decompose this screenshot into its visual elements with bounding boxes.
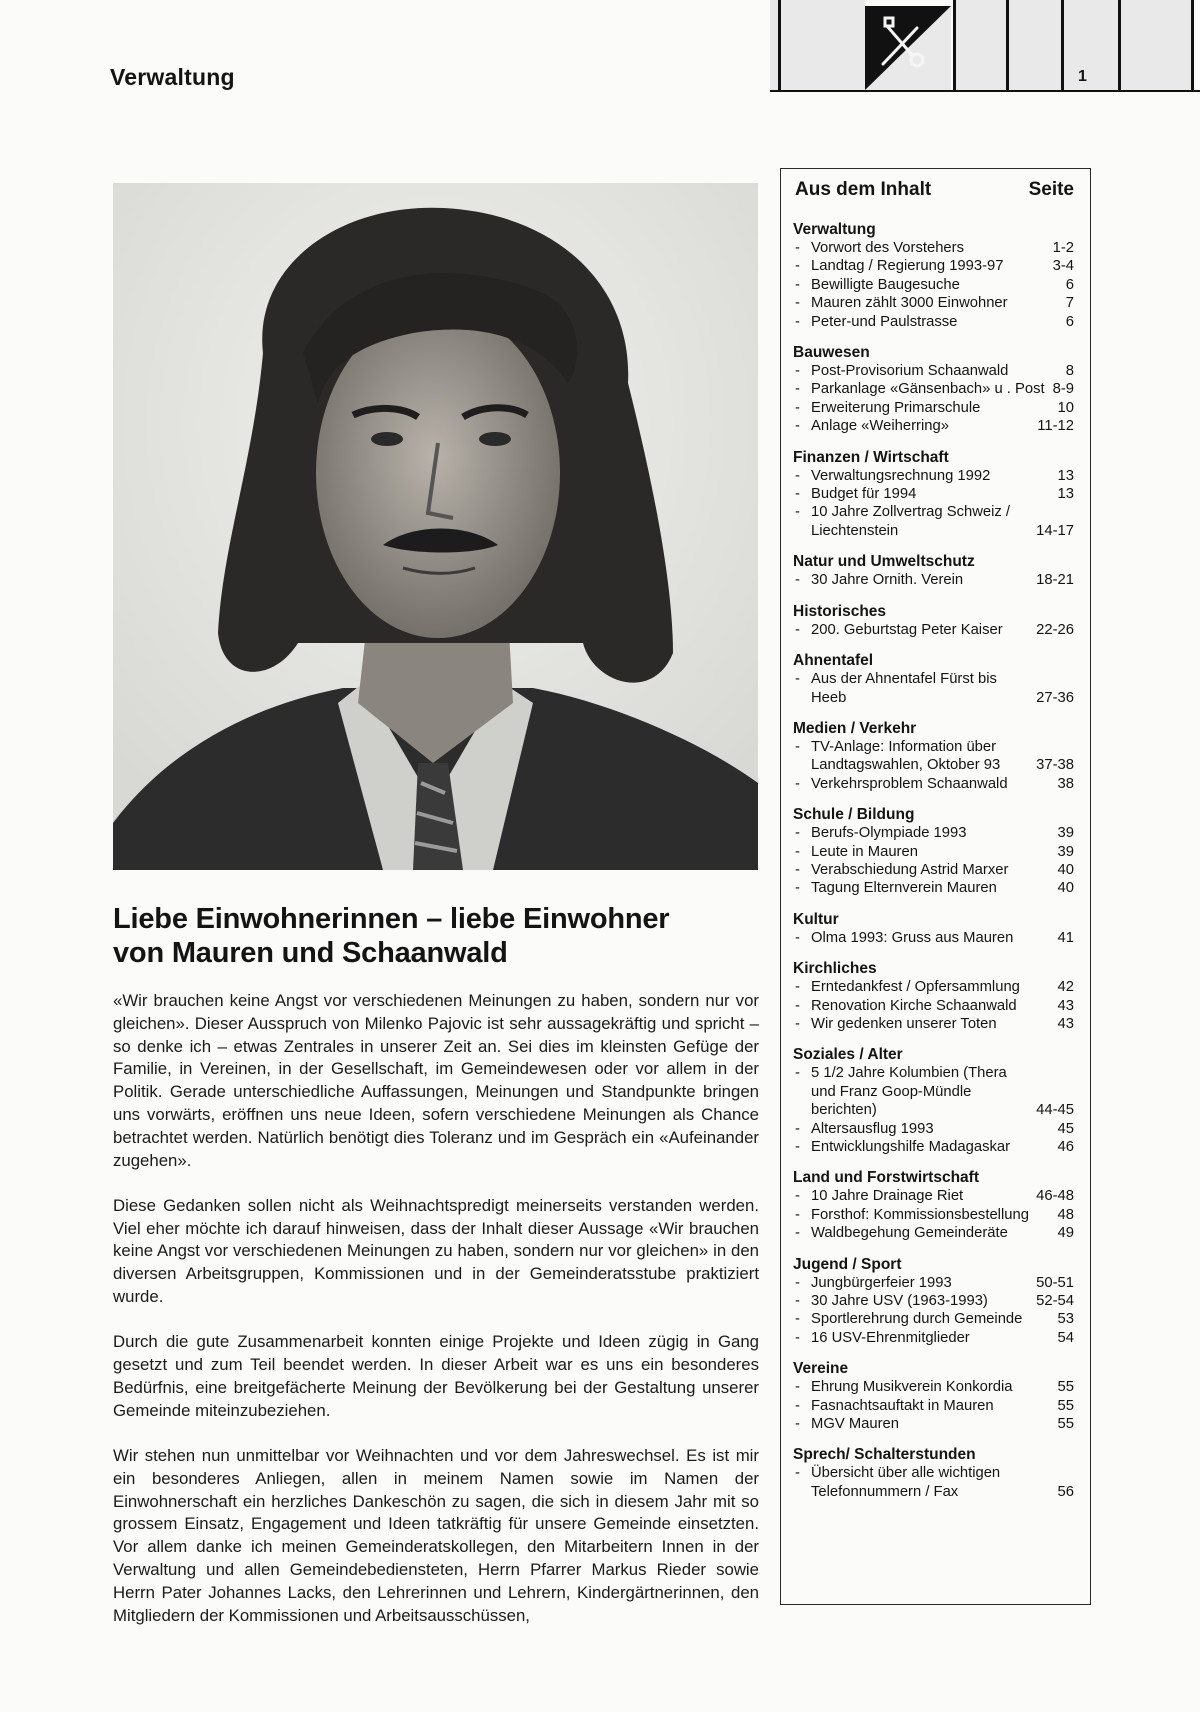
toc-entry xyxy=(793,738,1074,775)
toc-entry-page: 10 xyxy=(1057,399,1074,416)
administration-emblem-icon xyxy=(865,6,951,90)
toc-entry xyxy=(793,1064,1074,1119)
toc-section xyxy=(793,1046,1074,1156)
toc-entry-page: 55 xyxy=(1057,1379,1074,1396)
toc-header xyxy=(793,179,1074,201)
toc-entry xyxy=(793,239,1074,257)
toc-section xyxy=(793,344,1074,436)
toc-entry xyxy=(793,621,1074,639)
toc-entry-page: 8-9 xyxy=(1052,381,1074,398)
toc-entry-text: - Renovation Kirche Schaanwald xyxy=(793,997,1017,1015)
toc-entry-page: 43 xyxy=(1057,1015,1074,1032)
toc-entry-text: - Leute in Mauren xyxy=(793,843,918,861)
toc-entry-page: 42 xyxy=(1057,979,1074,996)
toc-entry-page: 39 xyxy=(1057,825,1074,842)
toc-entry xyxy=(793,1329,1074,1347)
toc-entry xyxy=(793,1120,1074,1138)
toc-entry xyxy=(793,1464,1074,1501)
toc-entry-page: 53 xyxy=(1057,1311,1074,1328)
toc-entry xyxy=(793,1224,1074,1242)
toc-entry xyxy=(793,399,1074,417)
toc-entry xyxy=(793,775,1074,793)
toc-entry-page: 45 xyxy=(1057,1120,1074,1137)
paragraph: Diese Gedanken sollen nicht als Weihnachtspredigt meinerseits verstanden werden. Viel eher möchte ich darauf hinweisen, dass der Inhalt dieser Aussage «Wir brauchen keine Angst vor verschiedenen Meinungen zu haben, sondern nur vor gleichen» in den diversen Arbeitsgruppen, Kommissionen und in der Gemeinderatsstube praktiziert wurde. xyxy=(113,1195,759,1307)
toc-entry xyxy=(793,417,1074,435)
toc-entry-page: 18-21 xyxy=(1036,572,1074,589)
toc-entry-page: 8 xyxy=(1065,363,1074,380)
toc-section xyxy=(793,553,1074,589)
toc-entry xyxy=(793,1310,1074,1328)
toc-entry-page: 38 xyxy=(1057,775,1074,792)
portrait-image-icon xyxy=(113,183,758,870)
toc-section-title: Kultur xyxy=(793,910,839,928)
toc-sections xyxy=(793,221,1074,1501)
toc-entry-page: 49 xyxy=(1057,1225,1074,1242)
toc-entry xyxy=(793,879,1074,897)
toc-section-title: Soziales / Alter xyxy=(793,1046,903,1064)
toc-entry xyxy=(793,1206,1074,1224)
toc-entry-text: - Bewilligte Baugesuche xyxy=(793,276,960,294)
toc-section xyxy=(793,960,1074,1033)
toc-entry-text: - Anlage «Weiherring» xyxy=(793,417,949,435)
toc-entry xyxy=(793,467,1074,485)
toc-entry-page: 11-12 xyxy=(1037,418,1074,435)
portrait-photo xyxy=(113,183,758,870)
toc-entry-text: - Forsthof: Kommissionsbestellung xyxy=(793,1206,1029,1224)
toc-entry-text: - Ehrung Musikverein Konkordia xyxy=(793,1378,1013,1396)
toc-section xyxy=(793,911,1074,947)
toc-entry-text: - Budget für 1994 xyxy=(793,485,916,503)
toc-entry-text: - Entwicklungshilfe Madagaskar xyxy=(793,1138,1010,1156)
toc-section-title: Kirchliches xyxy=(793,960,877,978)
toc-entry-page: 40 xyxy=(1057,880,1074,897)
toc-entry-page: 41 xyxy=(1057,929,1074,946)
toc-section xyxy=(793,1446,1074,1501)
toc-section-title: Vereine xyxy=(793,1360,849,1378)
toc-entry xyxy=(793,503,1074,540)
section-label: Verwaltung xyxy=(110,64,235,90)
toc-entry-text: - TV-Anlage: Information über Landtagswahlen, Oktober 93 xyxy=(793,738,1030,775)
toc-entry xyxy=(793,1292,1074,1310)
toc-entry xyxy=(793,843,1074,861)
toc-entry-text: - 30 Jahre USV (1963-1993) xyxy=(793,1292,988,1310)
toc-section xyxy=(793,449,1074,541)
tab-divider xyxy=(1191,0,1194,92)
toc-section-title: Jugend / Sport xyxy=(793,1255,902,1273)
toc-entry xyxy=(793,824,1074,842)
tab-baseline xyxy=(770,90,1200,92)
toc-entry-text: - Jungbürgerfeier 1993 xyxy=(793,1274,952,1292)
toc-entry-text: - Mauren zählt 3000 Einwohner xyxy=(793,294,1008,312)
toc-section-title: Land und Forstwirtschaft xyxy=(793,1169,979,1187)
toc-entry-page: 3-4 xyxy=(1052,258,1074,275)
toc-entry-text: - Verkehrsproblem Schaanwald xyxy=(793,775,1008,793)
toc-entry xyxy=(793,997,1074,1015)
toc-entry-text: - Olma 1993: Gruss aus Mauren xyxy=(793,929,1013,947)
toc-entry-page: 6 xyxy=(1065,313,1074,330)
toc-entry-text: - 200. Geburtstag Peter Kaiser xyxy=(793,621,1003,639)
toc-entry-page: 7 xyxy=(1065,295,1074,312)
toc-entry-text: - Post-Provisorium Schaanwald xyxy=(793,362,1008,380)
paragraph: «Wir brauchen keine Angst vor verschiedenen Meinungen zu haben, sondern nur vor gleichen». Dieser Ausspruch von Milenko Pajovic ist sehr aussagekräftig und spricht – so denke ich – etwas Zentrales in unserer Zeit an. Sei dies im kleinsten Gefüge der Familie, in Vereinen, in der Gesellschaft, im Gemeindewesen oder vor allem in der Politik. Gerade unterschiedliche Auffassungen, Meinungen und Standpunkte bringen uns vorwärts, eröffnen uns neue Ideen, sofern verschiedene Meinungen als Chance betrachtet werden. Natürlich benötigt dies Toleranz und im Gespräch ein «Aufeinander zugehen». xyxy=(113,991,759,1170)
toc-section-title: Finanzen / Wirtschaft xyxy=(793,448,949,466)
toc-section-title: Schule / Bildung xyxy=(793,806,915,824)
toc-entry-page: 13 xyxy=(1057,467,1074,484)
toc-entry-text: - Vorwort des Vorstehers xyxy=(793,239,964,257)
toc-entry-text: - 30 Jahre Ornith. Verein xyxy=(793,571,963,589)
tab xyxy=(956,0,1006,90)
toc-section-title: Medien / Verkehr xyxy=(793,719,917,737)
toc-entry xyxy=(793,1015,1074,1033)
toc-section xyxy=(793,652,1074,707)
toc-entry-text: - Peter-und Paulstrasse xyxy=(793,313,957,331)
toc-entry-text: - Aus der Ahnentafel Fürst bis Heeb xyxy=(793,670,1030,707)
toc-section xyxy=(793,221,1074,331)
toc-entry xyxy=(793,1274,1074,1292)
toc-entry xyxy=(793,929,1074,947)
toc-entry-page: 1-2 xyxy=(1052,240,1074,256)
toc-entry-page: 13 xyxy=(1057,486,1074,503)
toc-entry-text: - Verabschiedung Astrid Marxer xyxy=(793,861,1008,879)
toc-entry-page: 14-17 xyxy=(1036,522,1074,539)
toc-entry-page: 54 xyxy=(1057,1329,1074,1346)
toc-entry-text: - Übersicht über alle wichtigen Telefonnummern / Fax xyxy=(793,1464,1052,1501)
toc-entry xyxy=(793,571,1074,589)
toc-entry-text: - Fasnachtsauftakt in Mauren xyxy=(793,1397,994,1415)
toc-entry xyxy=(793,1378,1074,1396)
toc-entry xyxy=(793,670,1074,707)
paragraph: Wir stehen nun unmittelbar vor Weihnachten und vor dem Jahreswechsel. Es ist mir ein besonderes Anliegen, allen in meinem Namen sowie im Namen der Einwohnerschaft ein herzliches Dankeschön zu sagen, die sich in diesem Jahr mit so grossem Einsatz, Engagement und Ideen tatkräftig für unsere Gemeinde einsetzten. Vor allem danke ich meinen Gemeinderatskollegen, den Mitarbeitern Innen in der Verwaltung und allen Gemeindebediensteten, Herrn Pfarrer Markus Rieder sowie Herrn Pater Johannes Lacks, den Lehrerinnen und Lehrern, Kindergärtnerinnen, den Mitgliedern der Kommissionen und Arbeitsausschüssen, xyxy=(113,1446,759,1625)
toc-entry-text: - Erntedankfest / Opfersammlung xyxy=(793,978,1020,996)
toc-entry-text: - Sportlerehrung durch Gemeinde xyxy=(793,1310,1022,1328)
toc-entry-text: - 5 1/2 Jahre Kolumbien (Thera und Franz Goop-Mündle berichten) xyxy=(793,1064,1030,1119)
toc-section-title: Verwaltung xyxy=(793,221,876,238)
toc-entry-text: - Erweiterung Primarschule xyxy=(793,399,980,417)
toc-title: Aus dem Inhalt xyxy=(795,179,932,200)
toc-section-title: Ahnentafel xyxy=(793,652,874,670)
toc-section xyxy=(793,1169,1074,1242)
toc-entry-page: 27-36 xyxy=(1036,689,1074,706)
toc-section-title: Natur und Umweltschutz xyxy=(793,553,975,571)
tab xyxy=(1121,0,1191,90)
headline-line-2: von Mauren und Schaanwald xyxy=(113,936,508,969)
toc-section xyxy=(793,603,1074,639)
toc-entry-page: 46 xyxy=(1057,1139,1074,1155)
toc-entry xyxy=(793,313,1074,331)
toc-entry xyxy=(793,294,1074,312)
tab xyxy=(781,0,865,90)
toc-entry-page: 6 xyxy=(1065,276,1074,293)
toc-entry xyxy=(793,1187,1074,1205)
toc-entry-text: - 10 Jahre Zollvertrag Schweiz / Liechtenstein xyxy=(793,503,1030,540)
toc-section-title: Sprech/ Schalterstunden xyxy=(793,1446,976,1464)
toc-section-title: Historisches xyxy=(793,602,887,620)
toc-entry xyxy=(793,978,1074,996)
article-headline xyxy=(113,903,773,971)
toc-section-title: Bauwesen xyxy=(793,344,870,362)
toc-entry-page: 22-26 xyxy=(1036,621,1074,638)
toc-entry-page: 40 xyxy=(1057,861,1074,878)
toc-entry-page: 39 xyxy=(1057,843,1074,860)
page-tab-strip xyxy=(770,0,1200,92)
toc-entry-text: - Verwaltungsrechnung 1992 xyxy=(793,467,990,485)
toc-entry xyxy=(793,1397,1074,1415)
toc-section xyxy=(793,1360,1074,1433)
table-of-contents xyxy=(780,168,1091,1605)
page-number: 1 xyxy=(1078,68,1087,85)
toc-entry-text: - Landtag / Regierung 1993-97 xyxy=(793,257,1004,275)
toc-entry xyxy=(793,1415,1074,1433)
toc-entry-text: - Parkanlage «Gänsenbach» u . Post xyxy=(793,380,1045,398)
toc-entry-page: 44-45 xyxy=(1036,1102,1074,1119)
toc-entry xyxy=(793,276,1074,294)
toc-entry-page: 52-54 xyxy=(1036,1293,1074,1310)
toc-entry-page: 50-51 xyxy=(1036,1274,1074,1291)
toc-entry-text: - Waldbegehung Gemeinderäte xyxy=(793,1224,1008,1242)
article-body xyxy=(113,990,759,1650)
tab xyxy=(1064,0,1118,90)
toc-entry-page: 56 xyxy=(1057,1483,1074,1500)
paragraph: Durch die gute Zusammenarbeit konnten einige Projekte und Ideen zügig in Gang gesetzt und zum Teil beendet werden. In dieser Arbeit war es uns ein besonderes Bedürfnis, eine breitgefächerte Meinung der Bevölkerung bei der Gestaltung unserer Gemeinde miteinzubeziehen. xyxy=(113,1332,759,1420)
toc-page-column-label: Seite xyxy=(1028,179,1074,200)
toc-entry xyxy=(793,861,1074,879)
toc-entry-text: - Berufs-Olympiade 1993 xyxy=(793,824,966,842)
toc-entry-page: 46-48 xyxy=(1036,1188,1074,1205)
toc-entry-text: - MGV Mauren xyxy=(793,1415,899,1433)
toc-entry xyxy=(793,380,1074,398)
toc-section xyxy=(793,1256,1074,1348)
toc-entry-text: - Tagung Elternverein Mauren xyxy=(793,879,997,897)
toc-entry-text: - Wir gedenken unserer Toten xyxy=(793,1015,997,1033)
toc-entry-page: 43 xyxy=(1057,997,1074,1014)
tab xyxy=(770,0,778,90)
toc-entry-text: - Altersausflug 1993 xyxy=(793,1120,934,1138)
headline-line-1: Liebe Einwohnerinnen – liebe Einwohner xyxy=(113,903,670,935)
toc-entry-page: 55 xyxy=(1057,1416,1074,1433)
toc-entry-page: 55 xyxy=(1057,1397,1074,1414)
toc-entry xyxy=(793,485,1074,503)
toc-entry-text: - 10 Jahre Drainage Riet xyxy=(793,1187,963,1205)
toc-entry xyxy=(793,1138,1074,1156)
tab xyxy=(1009,0,1061,90)
toc-entry xyxy=(793,362,1074,380)
toc-section xyxy=(793,806,1074,898)
toc-entry xyxy=(793,257,1074,275)
toc-section xyxy=(793,720,1074,793)
toc-entry-page: 37-38 xyxy=(1036,757,1074,774)
toc-entry-page: 48 xyxy=(1057,1206,1074,1223)
toc-entry-text: - 16 USV-Ehrenmitglieder xyxy=(793,1329,970,1347)
